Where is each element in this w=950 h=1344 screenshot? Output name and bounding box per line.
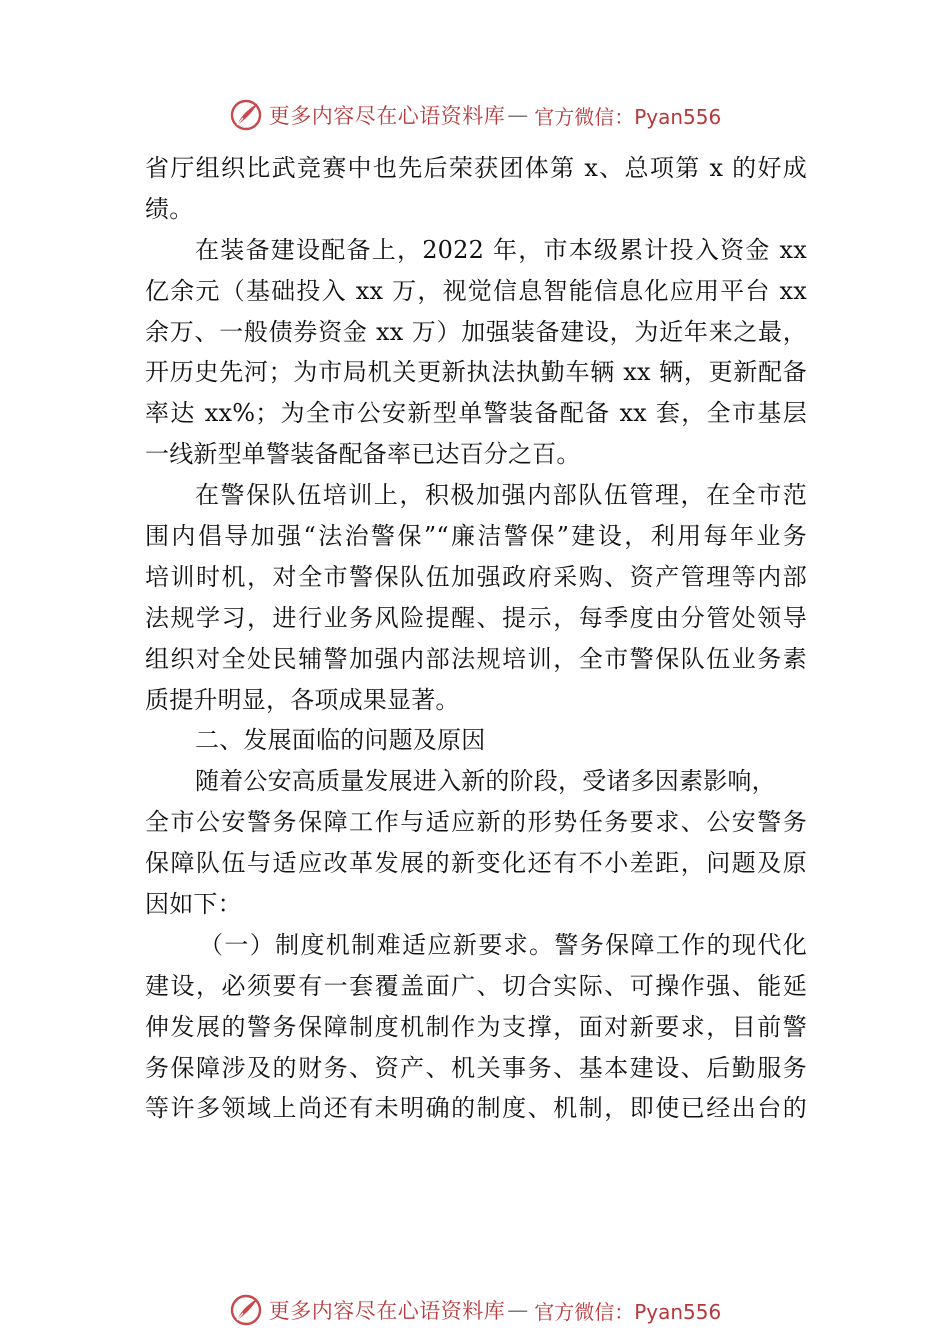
body-line: 率达 xx%；为全市公安新型单警装备配备 xx 套，全市基层 (145, 399, 807, 428)
body-line: （一）制度机制难适应新要求。警务保障工作的现代化 (199, 930, 807, 959)
body-line: 等许多领域上尚还有未明确的制度、机制，即使已经出台的 (145, 1094, 807, 1123)
footer-wechat-label: 官方微信：Pyan556 (534, 1299, 722, 1324)
footer-banner (0, 1290, 950, 1330)
body-line: 法规学习，进行业务风险提醒、提示，每季度由分管处领导 (145, 603, 807, 632)
quill-logo-icon (229, 1293, 263, 1327)
header-separator: — (507, 103, 529, 127)
body-line: 因如下： (145, 890, 242, 919)
quill-logo-icon (229, 98, 263, 132)
document-body (145, 148, 807, 1129)
body-line: 组织对全处民辅警加强内部法规培训，全市警保队伍业务素 (145, 644, 807, 673)
body-line: 开历史先河；为市局机关更新执法执勤车辆 xx 辆，更新配备 (145, 358, 807, 387)
body-line: 建设，必须要有一套覆盖面广、切合实际、可操作强、能延 (145, 971, 807, 1000)
header-wechat-label: 官方微信：Pyan556 (534, 104, 722, 129)
body-line: 全市公安警务保障工作与适应新的形势任务要求、公安警务 (145, 808, 807, 837)
body-line: 亿余元（基础投入 xx 万，视觉信息智能信息化应用平台 xx (145, 276, 807, 305)
body-line: 省厅组织比武竞赛中也先后荣获团体第 x、总项第 x 的好成 (145, 154, 807, 182)
body-line: 围内倡导加强“法治警保”“廉洁警保”建设，利用每年业务 (145, 522, 807, 551)
body-line: 一线新型单警装备配备率已达百分之百。 (145, 440, 581, 469)
body-line: 保障队伍与适应改革发展的新变化还有不小差距，问题及原 (145, 849, 807, 878)
section-heading: 二、发展面临的问题及原因 (195, 726, 486, 755)
body-line: 在警保队伍培训上，积极加强内部队伍管理，在全市范 (195, 481, 807, 510)
body-line: 余万、一般债券资金 xx 万）加强装备建设，为近年来之最， (145, 317, 807, 346)
body-line: 随着公安高质量发展进入新的阶段，受诸多因素影响， (195, 767, 776, 796)
body-line: 伸发展的警务保障制度机制作为支撑，面对新要求，目前警 (145, 1012, 807, 1041)
footer-brand-text: 更多内容尽在心语资料库 (268, 1299, 506, 1323)
header-brand-text: 更多内容尽在心语资料库 (268, 104, 506, 128)
footer-separator: — (507, 1298, 529, 1322)
body-line: 培训时机，对全市警保队伍加强政府采购、资产管理等内部 (145, 562, 807, 591)
body-line: 质提升明显，各项成果显著。 (145, 685, 460, 714)
body-line: 务保障涉及的财务、资产、机关事务、基本建设、后勤服务 (145, 1053, 807, 1082)
header-banner (0, 95, 950, 135)
body-line: 绩。 (145, 194, 194, 223)
body-line: 在装备建设配备上，2022 年，市本级累计投入资金 xx (195, 235, 807, 264)
